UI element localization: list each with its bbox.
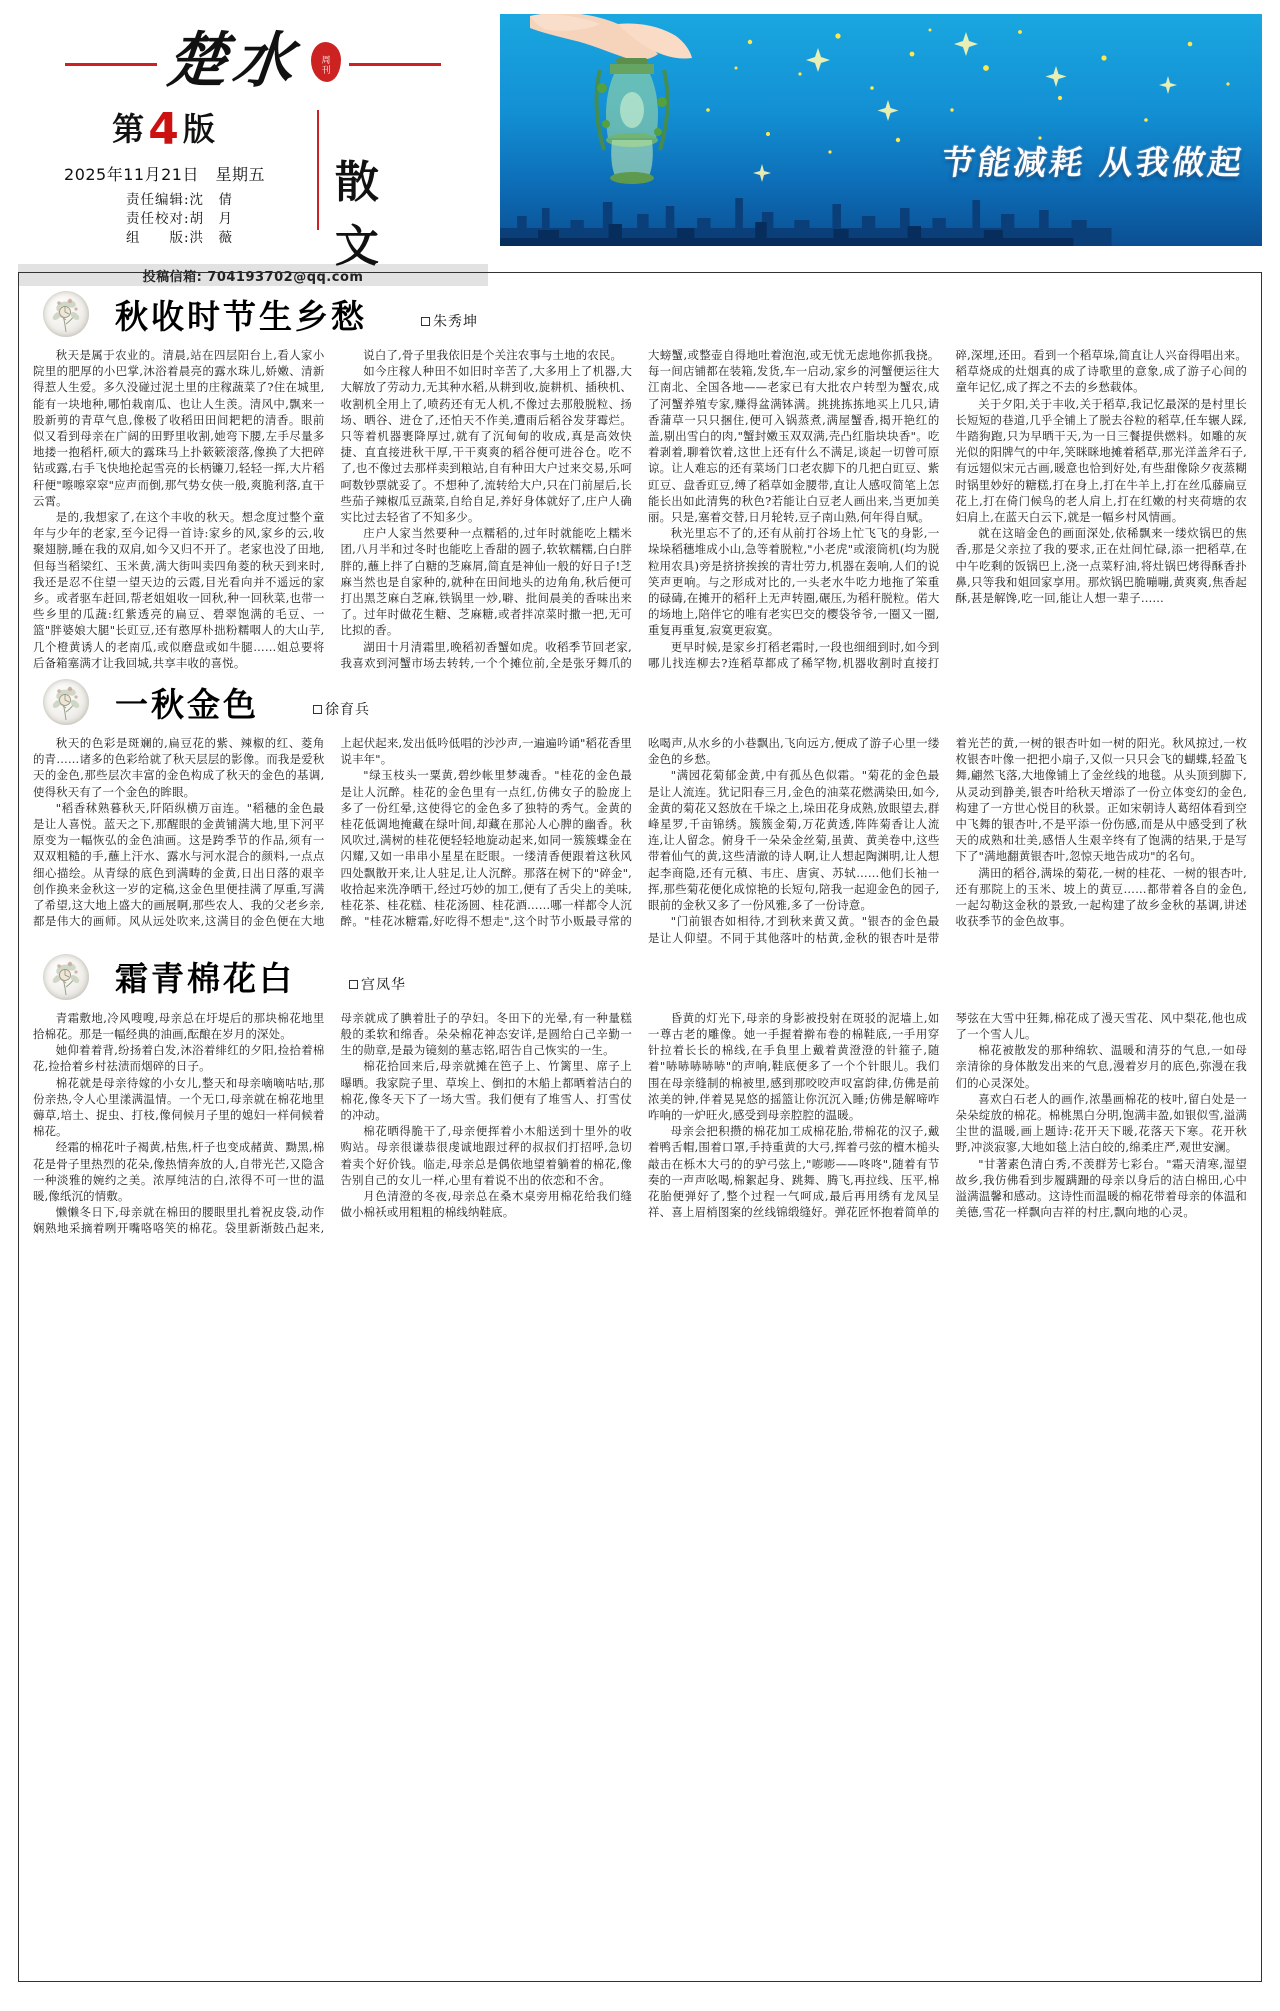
paragraph: 懒懒冬日下,母亲就在棉田的腰眼里扎着祝皮袋,动作娴熟地采摘着咧开嘴咯咯笑的棉花。袋里新渐鼓凸起来,母亲就成了腆着肚子的孕妇。冬田下的光晕,有一种量糕般的柔软和绵香。朵朵棉花神态安详,是圆给白己辛勤一生的勋章,是最为镜刻的墓志铭,昭告自己恢实的一生。 xyxy=(33,1010,632,1236)
article-2-header xyxy=(33,671,1247,733)
paragraph: 经霜的棉花叶子褐黄,枯焦,杆子也变成赭黄、黝黑,棉花是骨子里热烈的花朵,像热情奔放的人,自带光芒,又隐含一种淡雅的婉约之美。浓厚纯洁的白,浓得不可一世的温暖,像纸沉的情敷。 xyxy=(33,1140,325,1203)
article-1-header xyxy=(33,283,1247,345)
byline-box-icon xyxy=(349,980,358,989)
paragraph: 庄户人家当然要种一点糯稻的,过年时就能吃上糯米团,八月半和过冬时也能吃上香甜的圆子,软软糯糯,白白胖胖的,蘸上拌了白糖的芝麻屑,简直是神仙一般的好日子!芝麻当然也是自家种的,就种在田间地头的边角角,秋后便可打出黑芝麻白芝麻,铁锅里一炒,噼、批间晨美的香味出来了。过年时做花生糖、芝麻糖,或者拌凉菜时撒一把,无可比拟的香。 xyxy=(340,526,632,638)
paragraph: 月色清澄的冬夜,母亲总在桑木桌旁用棉花给我们缝做小棉袄或用粗粗的棉线纳鞋底。 xyxy=(340,1188,632,1220)
city-skyline-decor xyxy=(500,184,1262,246)
paragraph: 母亲会把积攒的棉花加工成棉花胎,带棉花的汉子,戴着鸭舌帽,围着口罩,手持重黄的大弓,挥着弓弦的檀木槌头敲击在栎木大弓的的驴弓弦上,"嘭嘭——咚咚",随着有节奏的一声声吆喝,棉絮起身、跳舞、腾飞,再拉线、压平,棉花胎便弹好了,整个过程一气呵成,最后再用绣有龙凤呈祥、喜上眉梢图案的丝线锦缎缝好。弹花匠怀抱着简单的琴弦在大雪中狂舞,棉花成了漫天雪花、风中梨花,他也成了一个雪人儿。 xyxy=(648,1010,1247,1220)
byline-box-icon xyxy=(421,317,430,326)
article-1 xyxy=(33,283,1247,671)
flower-medallion-icon xyxy=(43,954,89,1000)
paragraph: "稻香秫熟暮秋天,阡陌纵横万亩连。"稻穗的金色最是让人喜悦。蓝天之下,那醒眼的金黄铺满大地,里下河平原变为一幅恢弘的金色油画。这是跨季节的作品,须有一双双粗糙的手,蘸上汗水、露水与河水混合的颜料,一点点细心描绘。从青绿的底色到满畴的金黄,日出日落的艰辛创作换来金秋这一岁的定稿,这金色里便挂满了厚重,写满了希望,这大地上盛大的画展啊,那些农人、我的父老乡亲,都是伟大的画师。风从远处吹来,这满目的金色便在大地上起伏起来,发出低吟低唱的沙沙声,一遍遍吟诵"稻花香里说丰年"。 xyxy=(33,736,632,929)
edition-prefix: 第 xyxy=(112,110,147,148)
paragraph: 青霜敷地,冷风嗖嗖,母亲总在圩堤后的那块棉花地里拾棉花。那是一幅经典的油画,酝酿在岁月的深处。 xyxy=(33,1010,325,1041)
masthead-body xyxy=(18,104,488,272)
masthead-divider xyxy=(317,110,319,230)
staff-layout: 组 版:洪 薇 xyxy=(125,230,234,246)
rule-right-decor xyxy=(349,63,441,66)
article-3 xyxy=(33,946,1247,1237)
article-3-author-name: 宫凤华 xyxy=(361,976,406,993)
paragraph: 秋光里忘不了的,还有从前打谷场上忙飞飞的身影,一垛垛稻穗堆成小山,急等着脱粒,"小老虎"或滚筒机(均为脱粒用农具)旁是挤挤挨挨的青壮劳力,机器在轰响,人们的说笑声更响。与之形成对比的,一头老水牛吃力地拖了笨重的碌碡,在摊开的稻秆上无声转圈,碾压,为稻秆脱粒。偌大的场地上,陪伴它的唯有老实巴交的樱袋爷爷,一圈又一圈,重复再重复,寂寞更寂寞。 xyxy=(648,526,940,638)
edition-line xyxy=(18,104,311,155)
articles-container xyxy=(18,272,1262,1982)
paragraph: 更早时候,是家乡打稻老霜时,一段也细细到时,如今到哪儿找连柳去?连稻草都成了稀罕物,机器收割时直接打碎,深埋,还田。看到一个稻草垛,简直让人兴奋得唱出来。稻草烧成的灶烟真的成了诗歌里的意象,成了游子心间的童年记忆,成了挥之不去的乡愁载体。 xyxy=(648,348,1247,670)
staff-credits xyxy=(18,191,311,248)
paragraph: 棉花就是母亲待嫁的小女儿,整天和母亲嘀嘀咕咕,那份亲热,令人心里漾满温情。一个无口,母亲就在棉花地里薅草,培土、捉虫、打枝,像伺候月子里的媳妇一样伺候着棉花。 xyxy=(33,1075,325,1139)
paragraph: 棉花被散发的那种绵软、温暖和清芬的气息,一如母亲清徐的身体散发出来的气息,漫着岁月的底色,弥漫在我们的心灵深处。 xyxy=(955,1043,1247,1090)
paragraph: 秋天是属于农业的。清晨,站在四层阳台上,看人家小院里的肥厚的小巴掌,沐浴着晨亮的露水珠儿,娇嫩、清新得惹人生爱。多久没碰过泥土里的庄稼蔬菜了?住在城里,能有一块地种,哪怕栽南瓜、也让人生羡。清风中,飘来一股新剪的青草气息,像极了收稻田田间耙耙的清香。眼前似又看到母亲在广阔的田野里收割,她弯下腰,左手尽量多地搂一抱稻杆,硕大的露珠马上扑簌簌滚落,像换了大把碎钻或露,右手飞快地抡起雪亮的长柄镰刀,轻轻一挥,大片稻秆便"嚓嚓窣窣"应声而倒,那气势女侠一般,爽脆利落,直干云霄。 xyxy=(33,348,325,508)
paragraph: 昏黄的灯光下,母亲的身影被投射在斑驳的泥墙上,如一尊古老的雕像。她一手握着擀布卷的棉鞋底,一手用穿针拉着长长的棉线,在手負里上戴着黄澄澄的针箍子,随着"哧哧哧哧哧"的声响,鞋底便多了一个个针眼儿。我们围在母亲缝制的棉被里,感到那咬咬声叹富韵律,仿佛是前浓美的钟,伴着晃晃悠的摇篮让你沉沉入睡;仿佛是解啼咋咋响的一炉旺火,感受到母亲腔腔的温暖。 xyxy=(648,1010,940,1122)
article-3-title: 霜青棉花白 xyxy=(115,959,295,999)
staff-editor: 责任编辑:沈 倩 xyxy=(125,192,234,208)
promo-banner xyxy=(500,14,1262,246)
paragraph: 就在这暗金色的画面深处,依稀飘来一缕炊锅巴的焦香,那是父亲拉了我的要求,正在灶间忙碌,添一把稻草,在中午吃剩的饭锅巴上,浇一点菜籽油,将灶锅巴烤得酥香扑鼻,只等我和姐回家享用。那炊锅巴脆嘣嘣,黄爽爽,焦香起酥,甚是解馋,吃一回,能让人想一辈子…… xyxy=(955,526,1247,606)
banner-slogan: 节能减耗 从我做起 xyxy=(938,143,1247,182)
weekly-seal-icon xyxy=(311,42,341,82)
staff-proofreader: 责任校对:胡 月 xyxy=(125,211,234,227)
paragraph: 秋天的色彩是斑斓的,扁豆花的紫、辣椒的红、菱角的青……诸多的色彩给就了秋天层层的影像。而我是爱秋天的金色,那些层次丰富的金色构成了秋天的金色的基调,使得秋天有了一个金色的眸眼。 xyxy=(33,736,325,799)
article-1-author-name: 朱秀坤 xyxy=(433,314,478,330)
masthead xyxy=(18,14,1262,285)
article-3-author xyxy=(349,974,406,1008)
flower-medallion-icon xyxy=(43,291,89,337)
article-1-body xyxy=(33,347,1247,671)
paragraph: 她仰着着背,纷扬着白发,沐浴着绯红的夕阳,捡拾着棉花,捡拾着乡村祛渍而烟碎的日子。 xyxy=(33,1043,325,1074)
paragraph: 湖田十月清霜里,晚稻初香蟹如虎。收稻季节回老家,我喜欢到河蟹市场去转转,一个个摊位前,全是张牙舞爪的大螃蟹,或整壶自得地吐着泡泡,或无忧无虑地你抓我挠。每一间店铺都在装箱,发货,车一启动,家乡的河蟹便运往大江南北、全国各地——老家已有大批农户转型为蟹农,成了河蟹养殖专家,赚得盆满钵满。挑挑拣拣地买上几只,请香蒲草一只只捆住,便可入锅蒸煮,满屋蟹香,揭开艳红的盖,剔出雪白的肉,"蟹封嫩玉双双满,壳凸红脂块块香"。吃着剥着,聊着饮着,这世上还有什么不满足,谈起一切曾可原谅。让人难忘的还有菜场门口老农脚下的几把白豇豆、紫豇豆、盘香豇豆,缚了稻草如金腰带,直让人感叹简笔上怎能长出如此清隽的秋色?若能让白豆老人画出来,当更加美丽。只是,塞着交替,日月轮转,豆子南山熟,何年得自赋。 xyxy=(340,348,940,670)
paragraph: "绿玉枝头一粟黄,碧纱帐里梦魂香。"桂花的金色最是让人沉醉。桂花的金色里有一点红,仿佛女子的脸庞上多了一份红晕,这使得它的金色多了独特的秀气。金黄的桂花低调地掩藏在绿叶间,却藏在那沁人心脾的幽香。秋风吹过,满树的桂花便轻轻地旋动起来,如同一簇簇蝶金在闪耀,又如一串串小星星在眨眼。一缕清香便跟着这秋风四处飘散开来,让人驻足,让人沉醉。那落在树下的"碎金",收拾起来洗净晒干,经过巧妙的加工,便有了舌尖上的美味,桂花茶、桂花糕、桂花汤圆、桂花酒……哪一样都令人沉醉。"桂花冰糖霜,好吃得不想走",这个时节小贩最寻常的吆喝声,从水乡的小巷飘出,飞向远方,便成了游子心里一缕金色的乡愁。 xyxy=(340,736,940,929)
article-1-author xyxy=(421,311,478,345)
section-title: 散 文 xyxy=(334,157,443,272)
article-1-title: 秋收时节生乡愁 xyxy=(115,296,367,336)
article-2-body xyxy=(33,735,1247,946)
paragraph: "甘著素色清白秀,不羡群芳七彩台。"霜天清寒,湿望故乡,我仿佛看到步履蹒跚的母亲以身后的洁白棉田,心中溢满温馨和感动。这诗性而温暖的棉花带着母亲的体温和美德,雪花一样飘向吉祥的村庄,飘向地的心灵。 xyxy=(955,1156,1247,1220)
seal-char-1: 周 xyxy=(321,55,331,66)
article-2-title: 一秋金色 xyxy=(115,684,259,724)
paragraph: 是的,我想家了,在这个丰收的秋天。想念度过整个童年与少年的老家,至今记得一首诗:家乡的风,家乡的云,收聚翅膀,睡在我的双肩,如今又归不开了。老家也没了田地,但每当稻梁红、玉米黄,满大街叫卖四角菱的秋天到来时,我还是忍不住望一望天边的云霞,目光看向并不遥远的家乡。或者驱车赶回,帮老姐姐收一回秋,种一回秋菜,也带一些乡里的瓜蔬:红紫透亮的扁豆、碧翠饱满的毛豆、一篮"胖婆娘大腿"长豇豆,还有憨厚朴拙粉糯咽人的大山芋,几个橙黄诱人的老南瓜,或似磨盘或如牛腿……姐总要将后备箱塞满才让我回城,共享丰收的喜悦。 xyxy=(33,510,325,670)
edition-suffix: 版 xyxy=(182,110,217,148)
edition-number: 4 xyxy=(148,104,181,155)
paragraph: "门前银杏如相待,才到秋来黄又黄。"银杏的金色最是让人仰望。不同于其他落叶的枯黄,金秋的银杏叶是带着光芒的黄,一树的银杏叶如一树的阳光。秋风掠过,一枚枚银杏叶像一把把小扇子,又似一只只会飞的蝴蝶,轻盈飞舞,翩然飞落,大地像铺上了金丝线的地毯。从头顶到脚下,从灵动到静美,银杏叶给秋天增添了一份立体变幻的金色,构建了一方世心悦目的秋景。正如宋朝诗人葛绍体看到空中飞舞的银杏叶,不是平添一份伤感,而是从中感受到了秋天的成熟和壮美,感悟人生艰辛终有了饱满的结果,于是写下了"满地翻黄银杏叶,忽惊天地告成功"的名句。 xyxy=(648,736,1247,945)
article-2 xyxy=(33,671,1247,946)
seal-char-2: 刊 xyxy=(321,65,331,76)
paper-logo-row xyxy=(18,20,488,102)
publish-date: 2025年11月21日 星期五 xyxy=(64,165,265,184)
rule-left-decor xyxy=(65,63,157,66)
masthead-info xyxy=(18,104,311,254)
article-3-body xyxy=(33,1010,1247,1237)
paragraph: 如今庄稼人种田不如旧时辛苦了,大多用上了机器,大大解放了劳动力,无其种水稻,从耕到收,旋耕机、插秧机、收割机全用上了,喷药还有无人机,不像过去那般脱粒、扬场、晒谷、进仓了,还怕天不作美,遭雨后稻谷发芽霉烂。只等着机器裹降厚过,就有了沉甸甸的收成,真是高效快捷、直直接进秋干厚,干干爽爽的稻谷便可进谷仓。吃不了,也不像过去那样卖到粮站,自有种田大户过来交易,乐呵呵数钞票就妥了。不想种了,流转给大户,只在门前屋后,长些茄子辣椒瓜豆蔬菜,自给自足,养好身体就好了,庄户人确实比过去轻省了不知多少。 xyxy=(340,364,632,525)
paragraph: 说白了,骨子里我依旧是个关注农事与土地的农民。 xyxy=(363,348,623,362)
masthead-left xyxy=(18,14,488,285)
paragraph: 关于夕阳,关于丰收,关于稻草,我记忆最深的是村里长长短短的巷道,几乎全铺上了脱去谷粒的稻草,任车辗人踩,牛踏狗跑,只为早晒干天,为一日三餐提供燃料。如雕的灰光似的阳牌气的中年,笑眯眯地摊着稻草,那光洋盖斧石子,有远翅似宋元古画,暖意也恰到好处,有些甜像除夕夜蒸糊时锅里妙好的糖糕,打在身上,打在牛羊上,打在丝瓜藤扁豆花上,打在倚门候鸟的老人肩上,打在红嫩的村夹荷塘的农妇肩上,在蓝天白云下,就是一幅乡村风情画。 xyxy=(955,396,1247,525)
article-2-author xyxy=(313,699,370,733)
paragraph: 棉花晒得脆干了,母亲便挥着小木船送到十里外的收购站。母亲很谦恭很虔诚地跟过秤的叔叔们打招呼,急切着卖个好价钱。临走,母亲总是偶依地望着躺着的棉花,像告别自己的女儿一样,心里有着说不出的依恋和不舍。 xyxy=(340,1124,632,1187)
paragraph: 棉花拾回来后,母亲就摊在笆子上、竹篱里、席子上曝晒。我家院子里、草埃上、倒扣的木船上都晒着洁白的棉花,像冬天下了一场大雪。我们便有了堆雪人、打雪仗的冲动。 xyxy=(340,1059,632,1122)
submission-mail-bar: 投稿信箱: 704193702@qq.com xyxy=(18,264,488,286)
paragraph: "满园花菊郁金黄,中有孤丛色似霜。"菊花的金色最是让人流连。犹记阳春三月,金色的油菜花燃满染田,如今,金黄的菊花又怒放在千垛之上,垛田花身成熟,放眼望去,群峰星罗,千亩锦绣。簇簇金菊,万花黄透,阵阵菊香让人流连,让人留念。俯身千一朵朵金丝菊,虽黄、黄美卷中,这些带着仙气的黄,这些清澈的诗人啊,让人想起陶渊明,让人想起李商隐,还有元稹、韦庄、唐寅、苏轼……他们长袖一挥,那些菊花便化成惊艳的长短句,陪我一起迎金色的园子,眼前的金秋又多了一份风雅,多了一份诗意。 xyxy=(648,768,940,913)
article-3-header xyxy=(33,946,1247,1008)
flower-medallion-icon xyxy=(43,679,89,725)
paragraph: 满田的稻谷,满垛的菊花,一树的桂花、一树的银杏叶,还有那院上的玉米、坡上的黄豆……都带着各自的金色,一起勾勒这金秋的景致,一起构建了故乡金秋的基调,讲述收获季节的金色故事。 xyxy=(955,865,1247,929)
paper-name: 楚水 xyxy=(163,26,303,96)
byline-box-icon xyxy=(313,705,322,714)
paragraph: 喜欢白石老人的画作,浓墨画棉花的枝叶,留白处是一朵朵绽放的棉花。棉桃黑白分明,饱满丰盈,如银似雪,溢满尘世的温暖,画上题诗:花开天下暖,花落天下寒。花开秋野,冲淡寂寥,大地如毯上洁白皎的,绵柔庄严,观世安澜。 xyxy=(955,1091,1247,1155)
article-2-author-name: 徐育兵 xyxy=(325,702,370,719)
